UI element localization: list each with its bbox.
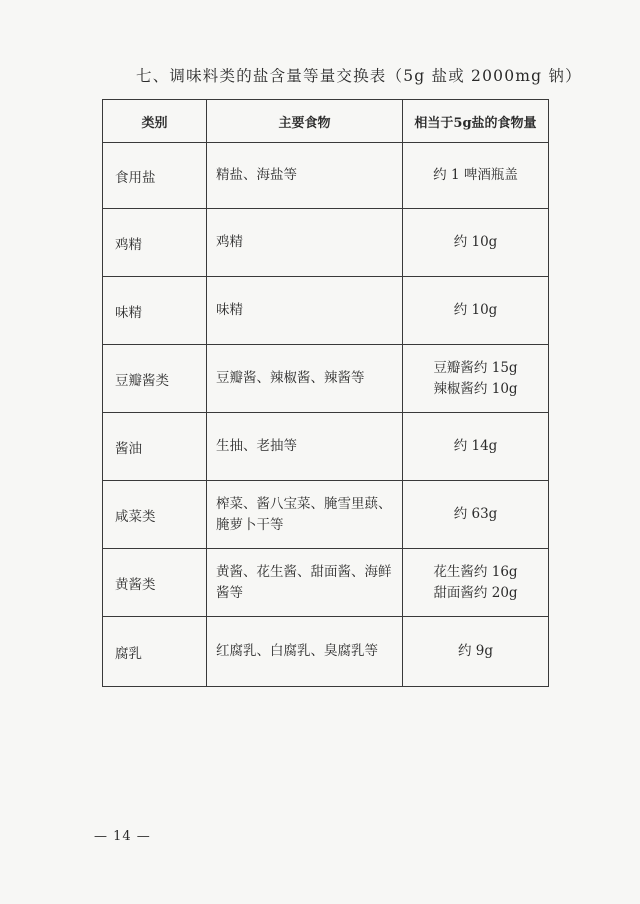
amount-cell — [403, 549, 549, 617]
amount-cell — [403, 413, 549, 481]
category-cell: 味精 — [103, 277, 207, 345]
amount-line: 约 63g — [453, 506, 498, 522]
category-cell: 鸡精 — [103, 209, 207, 277]
amount-line: 约 9g — [457, 643, 494, 659]
category-cell: 豆瓣酱类 — [103, 345, 207, 413]
amount-cell — [403, 617, 549, 687]
page-title: 七、调味料类的盐含量等量交换表（5g 盐或 2000mg 钠） — [136, 67, 582, 85]
header-category: 类别 — [103, 100, 207, 143]
category-cell: 咸菜类 — [103, 481, 207, 549]
amount-cell — [403, 209, 549, 277]
amount-cell — [403, 481, 549, 549]
amount-cell — [403, 143, 549, 209]
foods-cell: 精盐、海盐等 — [207, 143, 403, 209]
table-row — [103, 481, 549, 549]
amount-line: 约 1 啤酒瓶盖 — [433, 167, 518, 183]
table-row — [103, 209, 549, 277]
category-cell: 黄酱类 — [103, 549, 207, 617]
amount-line: 辣椒酱约 10g — [433, 380, 518, 397]
table-row — [103, 143, 549, 209]
table-row — [103, 277, 549, 345]
amount-line: 豆瓣酱约 15g — [433, 359, 518, 376]
foods-cell: 鸡精 — [207, 209, 403, 277]
foods-cell: 豆瓣酱、辣椒酱、辣酱等 — [207, 345, 403, 413]
foods-cell: 黄酱、花生酱、甜面酱、海鲜酱等 — [207, 549, 403, 617]
table-row — [103, 345, 549, 413]
amount-cell — [403, 345, 549, 413]
foods-cell: 榨菜、酱八宝菜、腌雪里蕻、腌萝卜干等 — [207, 481, 403, 549]
page-number: — 14 — — [94, 829, 151, 844]
header-main-foods: 主要食物 — [207, 100, 403, 143]
foods-cell: 红腐乳、白腐乳、臭腐乳等 — [207, 617, 403, 687]
foods-cell: 生抽、老抽等 — [207, 413, 403, 481]
category-cell: 食用盐 — [103, 143, 207, 209]
amount-line: 约 14g — [453, 438, 498, 454]
amount-line: 甜面酱约 20g — [433, 584, 518, 601]
salt-exchange-table — [102, 99, 549, 687]
table-row — [103, 549, 549, 617]
table-row — [103, 413, 549, 481]
foods-cell: 味精 — [207, 277, 403, 345]
table-header-row — [103, 100, 549, 143]
header-amount: 相当于5g盐的食物量 — [403, 100, 549, 143]
amount-cell — [403, 277, 549, 345]
category-cell: 腐乳 — [103, 617, 207, 687]
table-row — [103, 617, 549, 687]
amount-line: 约 10g — [453, 234, 498, 250]
category-cell: 酱油 — [103, 413, 207, 481]
amount-line: 花生酱约 16g — [433, 563, 518, 580]
amount-line: 约 10g — [453, 302, 498, 318]
